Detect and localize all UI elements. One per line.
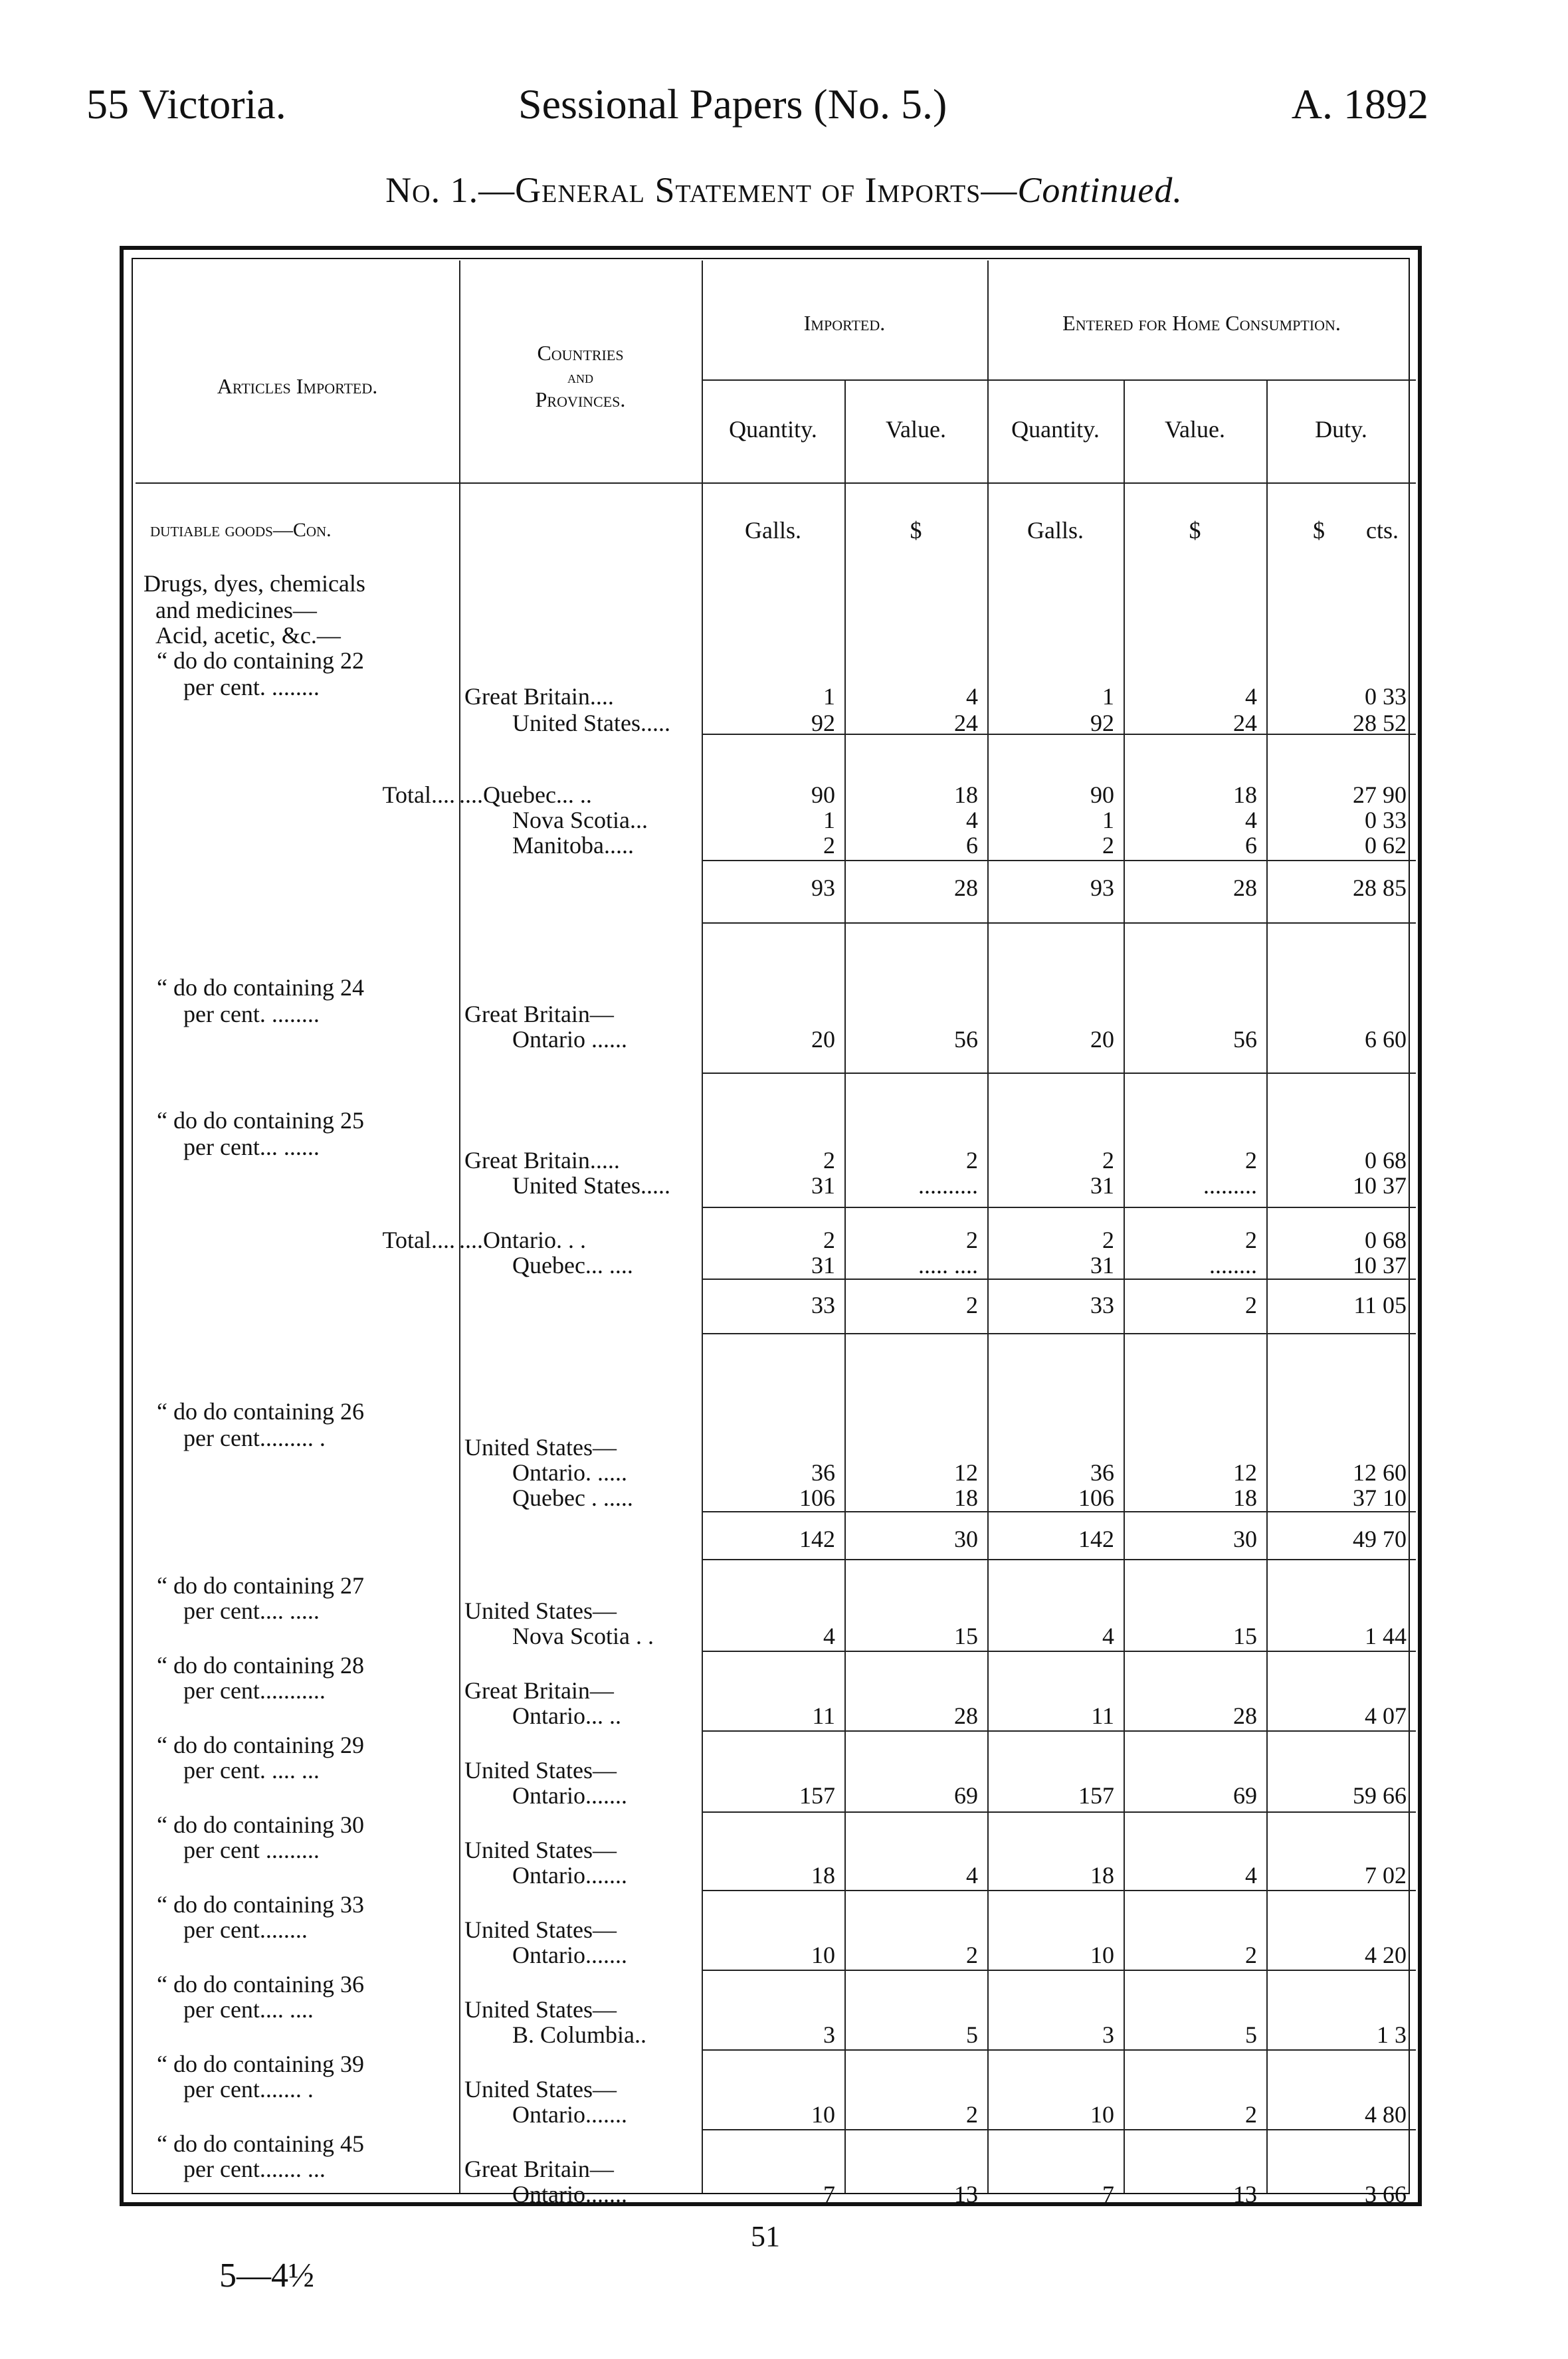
unit-dollar-duty: $ bbox=[1313, 517, 1325, 544]
table-frame bbox=[120, 246, 1422, 2206]
article-name-cont: per cent ......... bbox=[183, 1837, 320, 1863]
country-entry: Great Britain— bbox=[464, 1677, 614, 1704]
duty-value: 4 07 bbox=[1365, 1702, 1407, 1729]
quantity-entered-value: 4 bbox=[1102, 1623, 1114, 1649]
country-entry: United States..... bbox=[512, 710, 670, 736]
quantity-entered-value: 2 bbox=[1102, 1147, 1114, 1174]
row-separator bbox=[702, 1811, 1416, 1813]
col-header-entered: Entered for Home Consumption. bbox=[1062, 311, 1341, 335]
country-entry: United States— bbox=[464, 1916, 617, 1943]
value-entered-value: 2 bbox=[1245, 1227, 1257, 1253]
quantity-entered-value: 2 bbox=[1102, 832, 1114, 859]
quantity-imported-value: 106 bbox=[799, 1485, 835, 1511]
col-header-countries-1: Countries bbox=[537, 341, 624, 365]
page-number: 51 bbox=[751, 2220, 780, 2253]
duty-value: 28 52 bbox=[1353, 710, 1407, 736]
quantity-entered-value: 92 bbox=[1090, 710, 1114, 736]
section-label: dutiable goods—Con. bbox=[150, 519, 332, 541]
country-entry: B. Columbia.. bbox=[512, 2021, 647, 2048]
article-name: “ do do containing 30 bbox=[157, 1811, 364, 1838]
row-separator bbox=[702, 1073, 1416, 1074]
rule-header-bottom bbox=[136, 482, 1416, 484]
row-separator bbox=[702, 922, 1416, 924]
duty-value: 7 02 bbox=[1365, 1862, 1407, 1889]
country-entry: Ontario....... bbox=[512, 1862, 627, 1889]
col-header-duty: Duty. bbox=[1315, 416, 1367, 443]
value-entered-value: 24 bbox=[1233, 710, 1257, 736]
value-entered-value: 2 bbox=[1245, 1147, 1257, 1174]
quantity-imported-value: 90 bbox=[811, 781, 835, 808]
value-imported-value: ..... .... bbox=[918, 1252, 978, 1279]
unit-dollar-entered: $ bbox=[1189, 517, 1201, 544]
footer-signature: 5—4½ bbox=[219, 2257, 314, 2295]
quantity-imported-value: 2 bbox=[823, 832, 835, 859]
article-name-cont: per cent.... ..... bbox=[183, 1597, 320, 1624]
duty-value: 1 3 bbox=[1377, 2021, 1407, 2048]
quantity-entered-value: 3 bbox=[1102, 2021, 1114, 2048]
country-entry: Nova Scotia... bbox=[512, 807, 648, 833]
quantity-imported-value: 31 bbox=[811, 1252, 835, 1279]
country-entry: United States— bbox=[464, 1837, 617, 1863]
col-header-imported: Imported. bbox=[803, 311, 886, 335]
country-entry: Great Britain.... bbox=[464, 683, 614, 710]
rule-subheader bbox=[702, 379, 1416, 381]
quantity-imported-value: 36 bbox=[811, 1459, 835, 1486]
total-label: Total.... bbox=[382, 781, 455, 808]
value-imported-value: .......... bbox=[918, 1172, 978, 1199]
article-name: “ do do containing 29 bbox=[157, 1732, 364, 1758]
article-name-cont: per cent. ........ bbox=[183, 674, 320, 700]
value-entered-value: ........ bbox=[1209, 1252, 1257, 1279]
unit-dollar-imported: $ bbox=[910, 517, 922, 544]
quantity-imported-value: 157 bbox=[799, 1782, 835, 1809]
quantity-entered-value: 18 bbox=[1090, 1862, 1114, 1889]
country-entry: United States..... bbox=[512, 1172, 670, 1199]
quantity-imported-value: 7 bbox=[823, 2181, 835, 2207]
country-entry: Ontario ...... bbox=[512, 1026, 627, 1053]
unit-cents-duty: cts. bbox=[1366, 517, 1399, 544]
quantity-imported-value: 31 bbox=[811, 1172, 835, 1199]
country-entry: ....Quebec... .. bbox=[459, 781, 592, 808]
unit-galls-entered: Galls. bbox=[1027, 517, 1084, 544]
duty-value: 0 62 bbox=[1365, 832, 1407, 859]
country-entry: Great Britain— bbox=[464, 2156, 614, 2182]
col-header-quantity-entered: Quantity. bbox=[1011, 416, 1100, 443]
value-imported-value: 2 bbox=[966, 1942, 978, 1968]
header-right: A. 1892 bbox=[1291, 80, 1428, 128]
row-separator bbox=[702, 1651, 1416, 1652]
value-entered-value: 15 bbox=[1233, 1623, 1257, 1649]
country-entry: Ontario....... bbox=[512, 1942, 627, 1968]
value-entered-value: 28 bbox=[1233, 874, 1257, 901]
quantity-entered-value: 11 bbox=[1091, 1702, 1114, 1729]
row-separator bbox=[702, 1970, 1416, 1971]
quantity-entered-value: 20 bbox=[1090, 1026, 1114, 1053]
header-center: Sessional Papers (No. 5.) bbox=[518, 80, 947, 128]
article-name: “ do do containing 39 bbox=[157, 2051, 364, 2077]
col-header-value-imported: Value. bbox=[886, 416, 946, 443]
article-name-cont: per cent.... .... bbox=[183, 1996, 314, 2023]
quantity-imported-value: 2 bbox=[823, 1147, 835, 1174]
quantity-imported-value: 18 bbox=[811, 1862, 835, 1889]
quantity-imported-value: 20 bbox=[811, 1026, 835, 1053]
row-separator bbox=[702, 2049, 1416, 2051]
value-entered-value: 6 bbox=[1245, 832, 1257, 859]
value-imported-value: 69 bbox=[954, 1782, 978, 1809]
quantity-imported-value: 1 bbox=[823, 807, 835, 833]
value-imported-value: 15 bbox=[954, 1623, 978, 1649]
duty-value: 0 68 bbox=[1365, 1227, 1407, 1253]
value-imported-value: 18 bbox=[954, 781, 978, 808]
quantity-entered-value: 10 bbox=[1090, 1942, 1114, 1968]
duty-value: 0 33 bbox=[1365, 807, 1407, 833]
duty-value: 0 33 bbox=[1365, 683, 1407, 710]
value-imported-value: 24 bbox=[954, 710, 978, 736]
article-name-cont: per cent... ...... bbox=[183, 1134, 320, 1160]
row-separator bbox=[702, 1207, 1416, 1208]
article-name: “ do do containing 36 bbox=[157, 1971, 364, 1998]
quantity-entered-value: 2 bbox=[1102, 1227, 1114, 1253]
value-entered-value: 4 bbox=[1245, 807, 1257, 833]
country-entry: Ontario....... bbox=[512, 2181, 627, 2207]
value-entered-value: 2 bbox=[1245, 1292, 1257, 1318]
country-entry: Great Britain— bbox=[464, 1001, 614, 1027]
duty-value: 10 37 bbox=[1353, 1172, 1407, 1199]
duty-value: 4 20 bbox=[1365, 1942, 1407, 1968]
article-name-cont: per cent. ........ bbox=[183, 1001, 320, 1027]
value-imported-value: 2 bbox=[966, 1227, 978, 1253]
country-entry: United States— bbox=[464, 1996, 617, 2023]
duty-value: 4 80 bbox=[1365, 2101, 1407, 2128]
sum-rule bbox=[702, 1511, 1416, 1512]
value-entered-value: 30 bbox=[1233, 1526, 1257, 1552]
duty-value: 11 05 bbox=[1353, 1292, 1407, 1318]
quantity-entered-value: 106 bbox=[1078, 1485, 1114, 1511]
value-imported-value: 2 bbox=[966, 1292, 978, 1318]
quantity-imported-value: 93 bbox=[811, 874, 835, 901]
total-label: Total.... bbox=[382, 1227, 455, 1253]
sum-rule bbox=[702, 1279, 1416, 1280]
quantity-entered-value: 1 bbox=[1102, 807, 1114, 833]
duty-value: 49 70 bbox=[1353, 1526, 1407, 1552]
quantity-entered-value: 7 bbox=[1102, 2181, 1114, 2207]
value-imported-value: 2 bbox=[966, 1147, 978, 1174]
country-entry: Ontario. ..... bbox=[512, 1459, 627, 1486]
country-entry: United States— bbox=[464, 1597, 617, 1624]
value-imported-value: 5 bbox=[966, 2021, 978, 2048]
col-header-articles: Articles Imported. bbox=[217, 374, 378, 398]
country-entry: United States— bbox=[464, 1757, 617, 1784]
rule-value2-right bbox=[1266, 379, 1268, 2193]
quantity-entered-value: 33 bbox=[1090, 1292, 1114, 1318]
country-entry: Quebec... .... bbox=[512, 1252, 633, 1279]
sum-rule bbox=[702, 860, 1416, 861]
col-header-value-entered: Value. bbox=[1165, 416, 1225, 443]
quantity-imported-value: 33 bbox=[811, 1292, 835, 1318]
duty-value: 12 60 bbox=[1353, 1459, 1407, 1486]
value-imported-value: 2 bbox=[966, 2101, 978, 2128]
value-entered-value: 18 bbox=[1233, 1485, 1257, 1511]
quantity-entered-value: 1 bbox=[1102, 683, 1114, 710]
col-header-countries-2: and bbox=[567, 367, 593, 387]
article-drugs: Drugs, dyes, chemicals bbox=[144, 570, 365, 597]
value-entered-value: 69 bbox=[1233, 1782, 1257, 1809]
title-main: No. 1.—General Statement of Imports— bbox=[385, 170, 1018, 210]
country-entry: Great Britain..... bbox=[464, 1147, 620, 1174]
article-name-cont: per cent. .... ... bbox=[183, 1757, 320, 1784]
header-left: 55 Victoria. bbox=[86, 80, 286, 128]
quantity-entered-value: 36 bbox=[1090, 1459, 1114, 1486]
quantity-entered-value: 31 bbox=[1090, 1252, 1114, 1279]
article-name: “ do do containing 27 bbox=[157, 1572, 364, 1599]
article-name: “ do do containing 45 bbox=[157, 2130, 364, 2157]
value-entered-value: 4 bbox=[1245, 683, 1257, 710]
title-continued: Continued. bbox=[1017, 170, 1183, 210]
col-header-quantity-imported: Quantity. bbox=[729, 416, 817, 443]
value-entered-value: 18 bbox=[1233, 781, 1257, 808]
row-separator bbox=[702, 1333, 1416, 1334]
rule-qty2-right bbox=[1124, 379, 1125, 2193]
duty-value: 1 44 bbox=[1365, 1623, 1407, 1649]
quantity-imported-value: 142 bbox=[799, 1526, 835, 1552]
article-medicines: and medicines— bbox=[155, 597, 317, 623]
value-entered-value: 2 bbox=[1245, 2101, 1257, 2128]
article-name-cont: per cent........ bbox=[183, 1916, 308, 1943]
value-entered-value: 4 bbox=[1245, 1862, 1257, 1889]
duty-value: 59 66 bbox=[1353, 1782, 1407, 1809]
row-separator bbox=[702, 1559, 1416, 1560]
value-imported-value: 4 bbox=[966, 1862, 978, 1889]
value-imported-value: 18 bbox=[954, 1485, 978, 1511]
quantity-imported-value: 10 bbox=[811, 1942, 835, 1968]
article-name: “ do do containing 25 bbox=[157, 1107, 364, 1134]
value-imported-value: 13 bbox=[954, 2181, 978, 2207]
country-entry: Ontario....... bbox=[512, 2101, 627, 2128]
duty-value: 28 85 bbox=[1353, 874, 1407, 901]
article-name: “ do do containing 33 bbox=[157, 1891, 364, 1918]
value-imported-value: 4 bbox=[966, 807, 978, 833]
country-entry: Quebec . ..... bbox=[512, 1485, 633, 1511]
quantity-imported-value: 4 bbox=[823, 1623, 835, 1649]
value-entered-value: 2 bbox=[1245, 1942, 1257, 1968]
duty-value: 3 66 bbox=[1365, 2181, 1407, 2207]
duty-value: 27 90 bbox=[1353, 781, 1407, 808]
article-name: “ do do containing 28 bbox=[157, 1652, 364, 1679]
quantity-entered-value: 10 bbox=[1090, 2101, 1114, 2128]
value-imported-value: 28 bbox=[954, 1702, 978, 1729]
quantity-entered-value: 90 bbox=[1090, 781, 1114, 808]
article-name: “ do do containing 22 bbox=[157, 647, 364, 674]
duty-value: 10 37 bbox=[1353, 1252, 1407, 1279]
value-imported-value: 6 bbox=[966, 832, 978, 859]
value-entered-value: 56 bbox=[1233, 1026, 1257, 1053]
article-acid: Acid, acetic, &c.— bbox=[155, 622, 341, 649]
value-entered-value: 28 bbox=[1233, 1702, 1257, 1729]
table-title bbox=[0, 169, 1568, 211]
country-entry: Ontario....... bbox=[512, 1782, 627, 1809]
value-imported-value: 12 bbox=[954, 1459, 978, 1486]
row-separator bbox=[702, 1730, 1416, 1732]
quantity-imported-value: 10 bbox=[811, 2101, 835, 2128]
quantity-imported-value: 2 bbox=[823, 1227, 835, 1253]
article-name-cont: per cent....... . bbox=[183, 2076, 314, 2103]
article-name-cont: per cent....... ... bbox=[183, 2156, 326, 2182]
country-entry: Ontario... .. bbox=[512, 1702, 621, 1729]
article-name: “ do do containing 24 bbox=[157, 974, 364, 1001]
duty-value: 37 10 bbox=[1353, 1485, 1407, 1511]
country-entry: United States— bbox=[464, 1434, 617, 1461]
col-header-countries-3: Provinces. bbox=[535, 387, 626, 411]
row-separator bbox=[702, 2129, 1416, 2130]
value-entered-value: 5 bbox=[1245, 2021, 1257, 2048]
quantity-imported-value: 11 bbox=[812, 1702, 835, 1729]
value-entered-value: 13 bbox=[1233, 2181, 1257, 2207]
article-name: “ do do containing 26 bbox=[157, 1398, 364, 1425]
country-entry: Nova Scotia . . bbox=[512, 1623, 654, 1649]
value-imported-value: 30 bbox=[954, 1526, 978, 1552]
quantity-imported-value: 3 bbox=[823, 2021, 835, 2048]
quantity-entered-value: 142 bbox=[1078, 1526, 1114, 1552]
quantity-entered-value: 31 bbox=[1090, 1172, 1114, 1199]
rule-qty1-right bbox=[844, 379, 846, 2193]
article-name-cont: per cent........... bbox=[183, 1677, 326, 1704]
value-imported-value: 28 bbox=[954, 874, 978, 901]
country-entry: Manitoba..... bbox=[512, 832, 634, 859]
quantity-imported-value: 1 bbox=[823, 683, 835, 710]
row-separator bbox=[702, 1890, 1416, 1891]
duty-value: 0 68 bbox=[1365, 1147, 1407, 1174]
duty-value: 6 60 bbox=[1365, 1026, 1407, 1053]
quantity-entered-value: 157 bbox=[1078, 1782, 1114, 1809]
value-imported-value: 56 bbox=[954, 1026, 978, 1053]
country-entry: United States— bbox=[464, 2076, 617, 2103]
value-imported-value: 4 bbox=[966, 683, 978, 710]
quantity-imported-value: 92 bbox=[811, 710, 835, 736]
article-name-cont: per cent......... . bbox=[183, 1425, 326, 1451]
country-entry: ....Ontario. . . bbox=[459, 1227, 586, 1253]
unit-galls-imported: Galls. bbox=[745, 517, 801, 544]
value-entered-value: ......... bbox=[1203, 1172, 1257, 1199]
value-entered-value: 12 bbox=[1233, 1459, 1257, 1486]
quantity-entered-value: 93 bbox=[1090, 874, 1114, 901]
